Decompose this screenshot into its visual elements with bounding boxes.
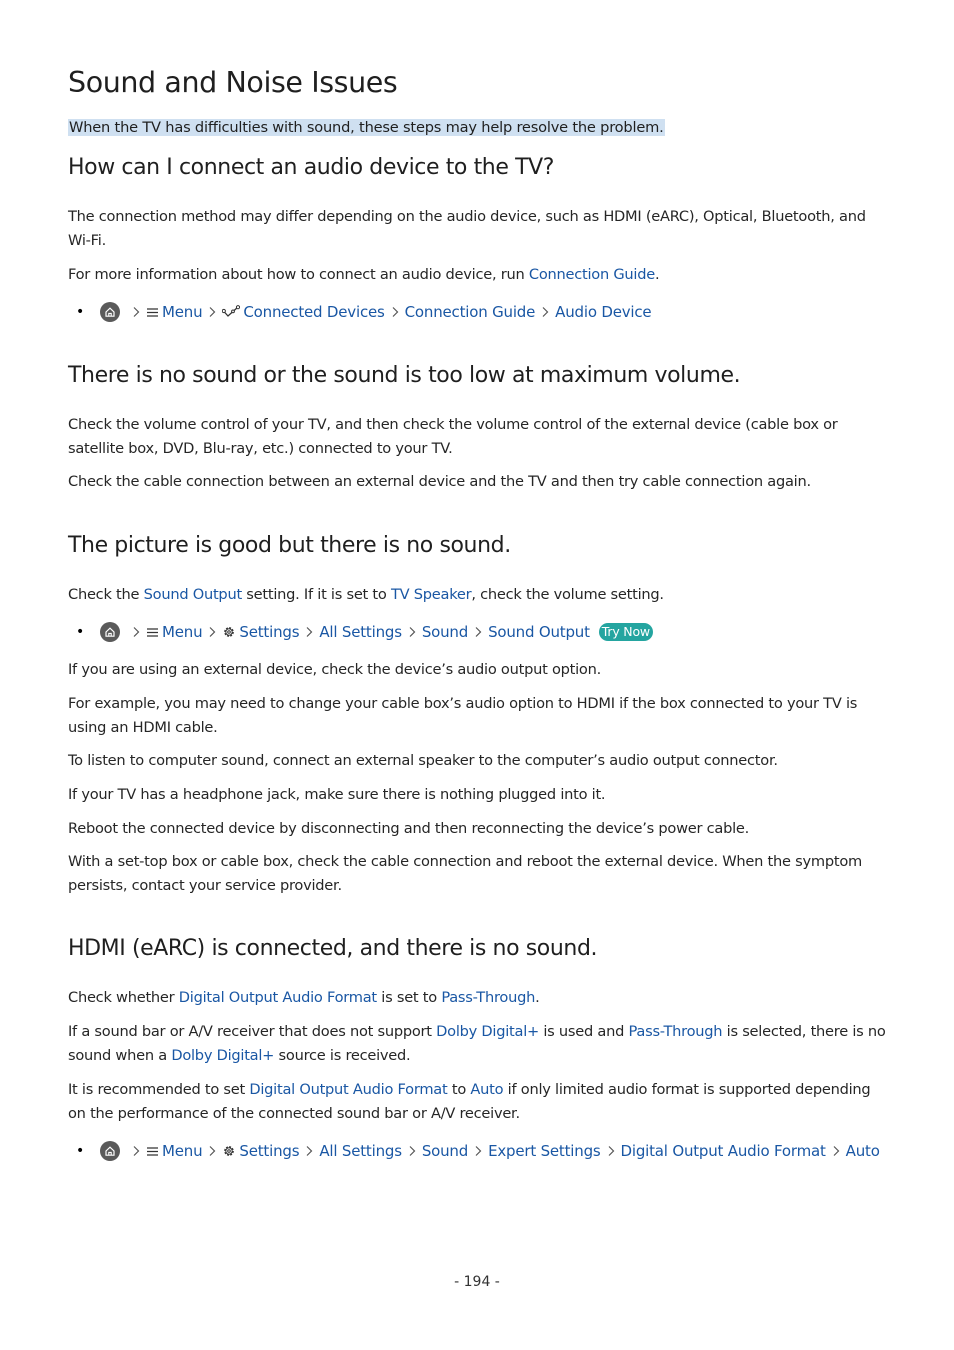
gear-icon: [222, 625, 236, 639]
digital-output-audio-format-link[interactable]: Digital Output Audio Format: [249, 1081, 448, 1098]
paragraph: To listen to computer sound, connect an external speaker to the computer’s audio output connector.: [68, 752, 778, 769]
bullet: •: [76, 624, 85, 640]
chevron-right-icon: [204, 1145, 220, 1157]
digital-output-audio-format-link[interactable]: Digital Output Audio Format: [178, 989, 377, 1006]
nav-auto[interactable]: Auto: [845, 1142, 880, 1160]
nav-all-settings[interactable]: All Settings: [319, 623, 402, 641]
chevron-right-icon: [404, 1145, 420, 1157]
hamburger-menu-icon: [146, 627, 159, 638]
breadcrumb-digital-output: [68, 1140, 880, 1162]
connected-devices-icon: [222, 305, 240, 319]
nav-settings[interactable]: Settings: [239, 1142, 300, 1160]
nav-menu[interactable]: Menu: [162, 303, 203, 321]
chevron-right-icon: [404, 626, 420, 638]
home-icon: [100, 1141, 120, 1161]
sound-output-link[interactable]: Sound Output: [143, 586, 242, 603]
paragraph: With a set-top box or cable box, check the cable connection and reboot the external device. When the symptom persists, contact your service provider.: [68, 853, 862, 894]
chevron-right-icon: [537, 306, 553, 318]
nav-connected-devices[interactable]: Connected Devices: [243, 303, 385, 321]
bullet: •: [76, 304, 85, 320]
breadcrumb-audio-device: [68, 301, 651, 323]
connection-guide-link[interactable]: Connection Guide: [528, 266, 655, 283]
chevron-right-icon: [470, 1145, 486, 1157]
chevron-right-icon: [301, 626, 317, 638]
chevron-right-icon: [204, 306, 220, 318]
paragraph: Reboot the connected device by disconnecting and then reconnecting the device’s power cable.: [68, 820, 750, 837]
chevron-right-icon: [128, 306, 144, 318]
page-number: - 194 -: [454, 1274, 500, 1290]
paragraph: If a sound bar or A/V receiver that does not support Dolby Digital+ is used and Pass-Through is selected, there is no sound when a Dolby Digital+ source is received.: [68, 1023, 886, 1064]
bullet: •: [76, 1143, 85, 1159]
home-icon: [100, 622, 120, 642]
home-icon: [100, 302, 120, 322]
nav-sound[interactable]: Sound: [421, 623, 469, 641]
paragraph: For example, you may need to change your cable box’s audio option to HDMI if the box connected to your TV is using an HDMI cable.: [68, 695, 858, 736]
chevron-right-icon: [828, 1145, 844, 1157]
chevron-right-icon: [204, 626, 220, 638]
nav-audio-device[interactable]: Audio Device: [555, 303, 652, 321]
gear-icon: [222, 1144, 236, 1158]
pass-through-link[interactable]: Pass-Through: [628, 1023, 723, 1040]
section-heading-hdmi-earc: HDMI (eARC) is connected, and there is no sound.: [68, 936, 598, 961]
section-heading-no-sound: There is no sound or the sound is too low at maximum volume.: [68, 363, 741, 388]
paragraph: Check whether Digital Output Audio Format is set to Pass-Through.: [68, 989, 540, 1006]
page-title: Sound and Noise Issues: [68, 66, 398, 99]
section-heading-picture-no-sound: The picture is good but there is no sound.: [68, 533, 511, 558]
nav-expert-settings[interactable]: Expert Settings: [488, 1142, 601, 1160]
paragraph: The connection method may differ depending on the audio device, such as HDMI (eARC), Optical, Bluetooth, and Wi-Fi.: [68, 208, 866, 249]
paragraph: Check the Sound Output setting. If it is set to TV Speaker, check the volume setting.: [68, 586, 664, 603]
tv-speaker-link[interactable]: TV Speaker: [390, 586, 472, 603]
nav-sound-output[interactable]: Sound Output: [488, 623, 590, 641]
breadcrumb-sound-output: [68, 621, 653, 643]
dolby-digital-plus-link[interactable]: Dolby Digital+: [436, 1023, 539, 1040]
nav-digital-output-audio-format[interactable]: Digital Output Audio Format: [620, 1142, 826, 1160]
dolby-digital-plus-link[interactable]: Dolby Digital+: [171, 1047, 275, 1064]
nav-all-settings[interactable]: All Settings: [319, 1142, 402, 1160]
paragraph: If you are using an external device, check the device’s audio output option.: [68, 661, 601, 678]
paragraph: It is recommended to set Digital Output Audio Format to Auto if only limited audio format is supported depending on the performance of the connected sound bar or A/V receiver.: [68, 1081, 871, 1122]
chevron-right-icon: [301, 1145, 317, 1157]
chevron-right-icon: [387, 306, 403, 318]
paragraph: If your TV has a headphone jack, make sure there is nothing plugged into it.: [68, 786, 606, 803]
hamburger-menu-icon: [146, 307, 159, 318]
paragraph: For more information about how to connect an audio device, run Connection Guide.: [68, 266, 660, 283]
intro-highlight: When the TV has difficulties with sound, these steps may help resolve the problem.: [69, 119, 664, 136]
nav-connection-guide[interactable]: Connection Guide: [404, 303, 536, 321]
chevron-right-icon: [128, 1145, 144, 1157]
try-now-button[interactable]: Try Now: [599, 623, 653, 641]
pass-through-link[interactable]: Pass-Through: [441, 989, 536, 1006]
section-heading-connect-audio: How can I connect an audio device to the TV?: [68, 155, 555, 180]
paragraph: Check the volume control of your TV, and then check the volume control of the external device (cable box or satellite box, DVD, Blu-ray, etc.) connected to your TV.: [68, 416, 838, 457]
hamburger-menu-icon: [146, 1146, 159, 1157]
nav-menu[interactable]: Menu: [162, 623, 203, 641]
chevron-right-icon: [128, 626, 144, 638]
nav-settings[interactable]: Settings: [239, 623, 300, 641]
auto-link[interactable]: Auto: [470, 1081, 504, 1098]
chevron-right-icon: [470, 626, 486, 638]
nav-menu[interactable]: Menu: [162, 1142, 203, 1160]
chevron-right-icon: [603, 1145, 619, 1157]
nav-sound[interactable]: Sound: [421, 1142, 469, 1160]
paragraph: Check the cable connection between an external device and the TV and then try cable connection again.: [68, 473, 811, 490]
